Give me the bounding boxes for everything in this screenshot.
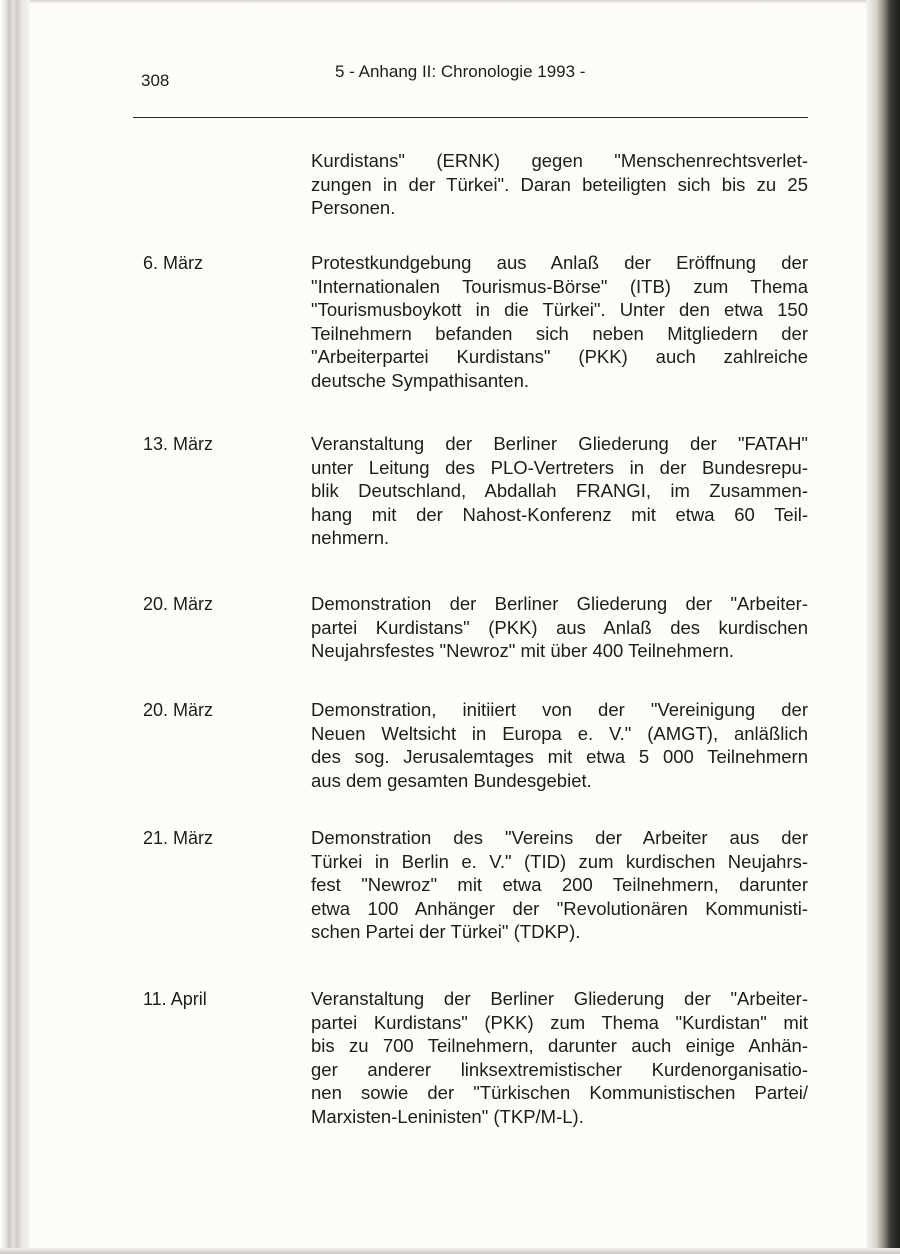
text-line: Neuen Weltsicht in Europa e. V." (AMGT), anläßlich bbox=[311, 722, 808, 744]
text-line: deutsche Sympathisanten. bbox=[311, 369, 530, 391]
text-line: unter Leitung des PLO-Vertreters in der Bundesrepu- bbox=[311, 456, 808, 478]
text-line: Demonstration des "Vereins der Arbeiter aus der bbox=[311, 827, 808, 848]
entry-text bbox=[311, 149, 808, 220]
text-line: schen Partei der Türkei" (TDKP). bbox=[311, 921, 581, 943]
text-line: Veranstaltung der Berliner Gliederung der "Arbeiter- bbox=[311, 988, 808, 1009]
text-line: Türkei in Berlin e. V." (TID) zum kurdischen Neujahrs- bbox=[311, 850, 808, 872]
text-line: des sog. Jerusalemtages mit etwa 5 000 Teilnehmern bbox=[311, 746, 808, 768]
text-line: Teilnehmern befanden sich neben Mitgliedern der bbox=[311, 322, 808, 344]
text-line: partei Kurdistans" (PKK) aus Anlaß des kurdischen bbox=[311, 616, 808, 638]
text-line: ger anderer linksextremistischer Kurdenorganisatio- bbox=[311, 1058, 808, 1080]
text-line: bis zu 700 Teilnehmern, darunter auch einige Anhän- bbox=[311, 1035, 808, 1057]
text-line: "Internationalen Tourismus-Börse" (ITB) zum Thema bbox=[311, 275, 808, 297]
book-binding-edge bbox=[0, 0, 30, 1254]
running-head: 5 - Anhang II: Chronologie 1993 - bbox=[335, 62, 586, 81]
text-line: Demonstration, initiiert von der "Vereinigung der bbox=[311, 699, 808, 720]
text-line: Veranstaltung der Berliner Gliederung der "FATAH" bbox=[311, 433, 808, 454]
entry-text bbox=[311, 251, 808, 393]
page-bottom-edge bbox=[0, 1248, 900, 1254]
entry-date: 6. März bbox=[143, 253, 204, 273]
text-line: hang mit der Nahost-Konferenz mit etwa 60 Teil- bbox=[311, 503, 808, 525]
entry-date: 20. März bbox=[143, 594, 214, 614]
text-line: nehmern. bbox=[311, 527, 390, 549]
entry-date: 21. März bbox=[143, 828, 214, 848]
entry-text bbox=[311, 987, 808, 1129]
page-right-edge-shadow bbox=[866, 0, 900, 1254]
entry-text bbox=[311, 592, 808, 663]
text-line: blik Deutschland, Abdallah FRANGI, im Zusammen- bbox=[311, 480, 808, 502]
header-rule bbox=[133, 117, 808, 118]
entry-date: 13. März bbox=[143, 434, 214, 454]
text-line: etwa 100 Anhänger der "Revolutionären Kommunisti- bbox=[311, 897, 808, 919]
text-line: Marxisten-Leninisten" (TKP/M-L). bbox=[311, 1105, 584, 1127]
text-line: Protestkundgebung aus Anlaß der Eröffnung der bbox=[311, 252, 808, 273]
entry-date: 20. März bbox=[143, 700, 214, 720]
page-top-edge bbox=[0, 0, 900, 4]
text-line: aus dem gesamten Bundesgebiet. bbox=[311, 769, 592, 791]
text-line: partei Kurdistans" (PKK) zum Thema "Kurdistan" mit bbox=[311, 1011, 808, 1033]
text-line: nen sowie der "Türkischen Kommunistischen Partei/ bbox=[311, 1082, 808, 1104]
entry-text bbox=[311, 698, 808, 792]
text-line: Neujahrsfestes "Newroz" mit über 400 Teilnehmern. bbox=[311, 640, 735, 662]
text-line: zungen in der Türkei". Daran beteiligten sich bis zu 25 bbox=[311, 173, 808, 195]
entry-text bbox=[311, 826, 808, 944]
text-line: "Arbeiterpartei Kurdistans" (PKK) auch zahlreiche bbox=[311, 346, 808, 368]
text-line: Kurdistans" (ERNK) gegen "Menschenrechtsverlet- bbox=[311, 150, 808, 171]
entry-text bbox=[311, 432, 808, 550]
page-number: 308 bbox=[141, 71, 170, 90]
text-line: Personen. bbox=[311, 197, 396, 219]
text-line: fest "Newroz" mit etwa 200 Teilnehmern, darunter bbox=[311, 874, 808, 896]
entry-date: 11. April bbox=[143, 989, 207, 1009]
text-line: "Tourismusboykott in die Türkei". Unter den etwa 150 bbox=[311, 299, 808, 321]
text-line: Demonstration der Berliner Gliederung der "Arbeiter- bbox=[311, 593, 808, 614]
